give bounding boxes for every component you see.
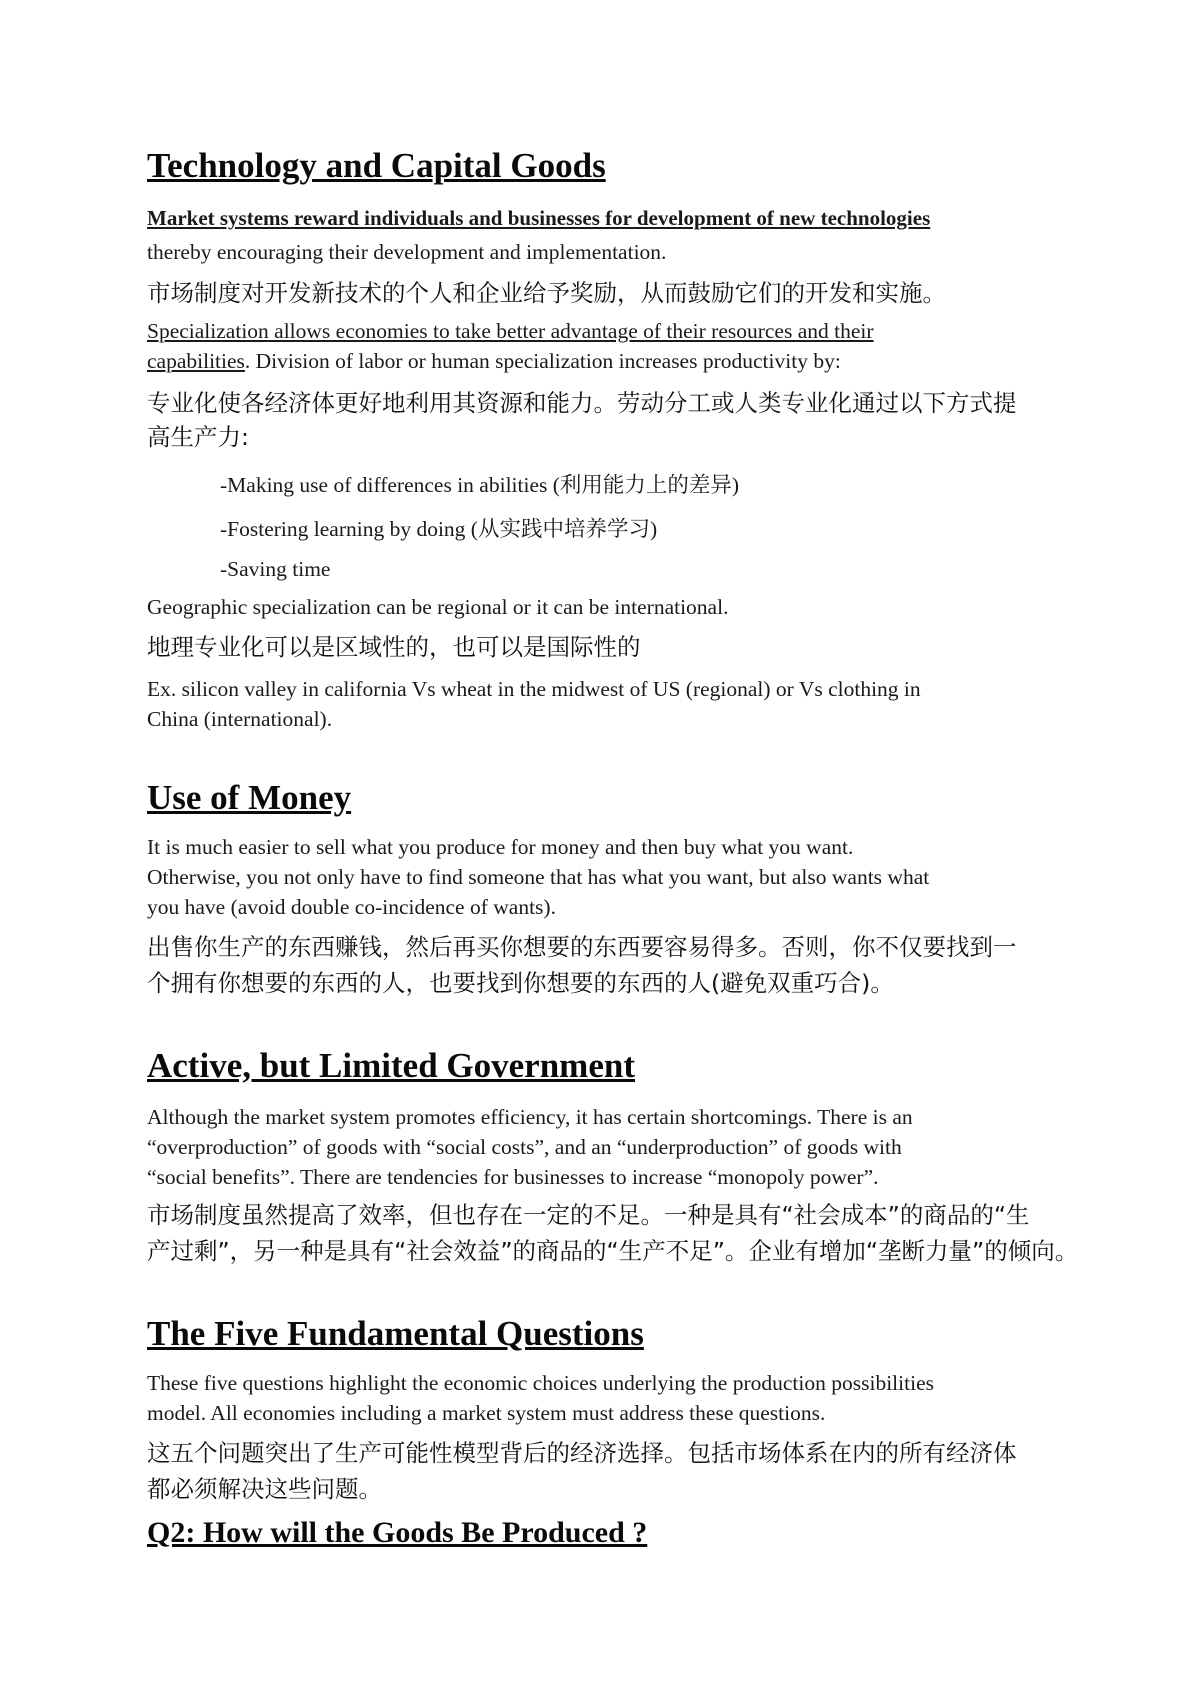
five-zh-line-2: 都必须解决这些问题。 (147, 1475, 382, 1503)
five-line-1: These five questions highlight the economic choices underlying the production possibilities (147, 1371, 934, 1395)
heading-five-questions: The Five Fundamental Questions (147, 1314, 644, 1353)
example-line-1: Ex. silicon valley in california Vs wheat in the midwest of US (regional) or Vs clothing in (147, 677, 921, 701)
money-line-2: Otherwise, you not only have to find someone that has what you want, but also wants what (147, 865, 930, 889)
heading-government: Active, but Limited Government (147, 1046, 635, 1085)
geo-line: Geographic specialization can be regional or it can be international. (147, 595, 729, 619)
heading-money: Use of Money (147, 778, 352, 817)
gov-zh-line-1: 市场制度虽然提高了效率，但也存在一定的不足。一种是具有“社会成本”的商品的“生 (147, 1201, 1030, 1229)
spec-line-2 (147, 346, 841, 376)
spec-rest: . Division of labor or human specialization increases productivity by: (244, 349, 841, 373)
heading-technology: Technology and Capital Goods (147, 146, 606, 185)
money-line-1: It is much easier to sell what you produce for money and then buy what you want. (147, 835, 854, 859)
money-zh-line-2: 个拥有你想要的东西的人，也要找到你想要的东西的人(避免双重巧合)。 (147, 969, 894, 997)
gov-zh-line-2: 产过剩”，另一种是具有“社会效益”的商品的“生产不足”。企业有增加“垄断力量”的倾向。 (147, 1237, 1079, 1265)
example-line-2: China (international). (147, 707, 333, 731)
five-line-2: model. All economies including a market system must address these questions. (147, 1401, 826, 1425)
spec-line-1: Specialization allows economies to take better advantage of their resources and their (147, 319, 874, 343)
money-line-3: you have (avoid double co-incidence of wants). (147, 895, 556, 919)
tech-zh-line: 市场制度对开发新技术的个人和企业给予奖励，从而鼓励它们的开发和实施。 (147, 279, 946, 307)
tech-bold-line: Market systems reward individuals and businesses for development of new technologies (147, 206, 931, 230)
geo-zh-line: 地理专业化可以是区域性的，也可以是国际性的 (147, 633, 641, 661)
spec-zh-line-2: 高生产力: (147, 423, 249, 451)
bullet-item: -Saving time (220, 557, 331, 581)
tech-line: thereby encouraging their development and implementation. (147, 240, 667, 264)
bullet-item: -Making use of differences in abilities (利用能力上的差异) (220, 473, 740, 497)
heading-q2: Q2: How will the Goods Be Produced ? (147, 1516, 648, 1549)
spec-zh-line-1: 专业化使各经济体更好地利用其资源和能力。劳动分工或人类专业化通过以下方式提 (147, 389, 1017, 417)
gov-line-1: Although the market system promotes efficiency, it has certain shortcomings. There is an (147, 1105, 913, 1129)
spec-capabilities: capabilities (147, 349, 245, 373)
gov-line-2: “overproduction” of goods with “social costs”, and an “underproduction” of goods with (147, 1135, 902, 1159)
five-zh-line-1: 这五个问题突出了生产可能性模型背后的经济选择。包括市场体系在内的所有经济体 (147, 1439, 1017, 1467)
gov-line-3: “social benefits”. There are tendencies for businesses to increase “monopoly power”. (147, 1165, 879, 1189)
money-zh-line-1: 出售你生产的东西赚钱，然后再买你想要的东西要容易得多。否则，你不仅要找到一 (147, 933, 1017, 961)
bullet-item: -Fostering learning by doing (从实践中培养学习) (220, 517, 658, 541)
